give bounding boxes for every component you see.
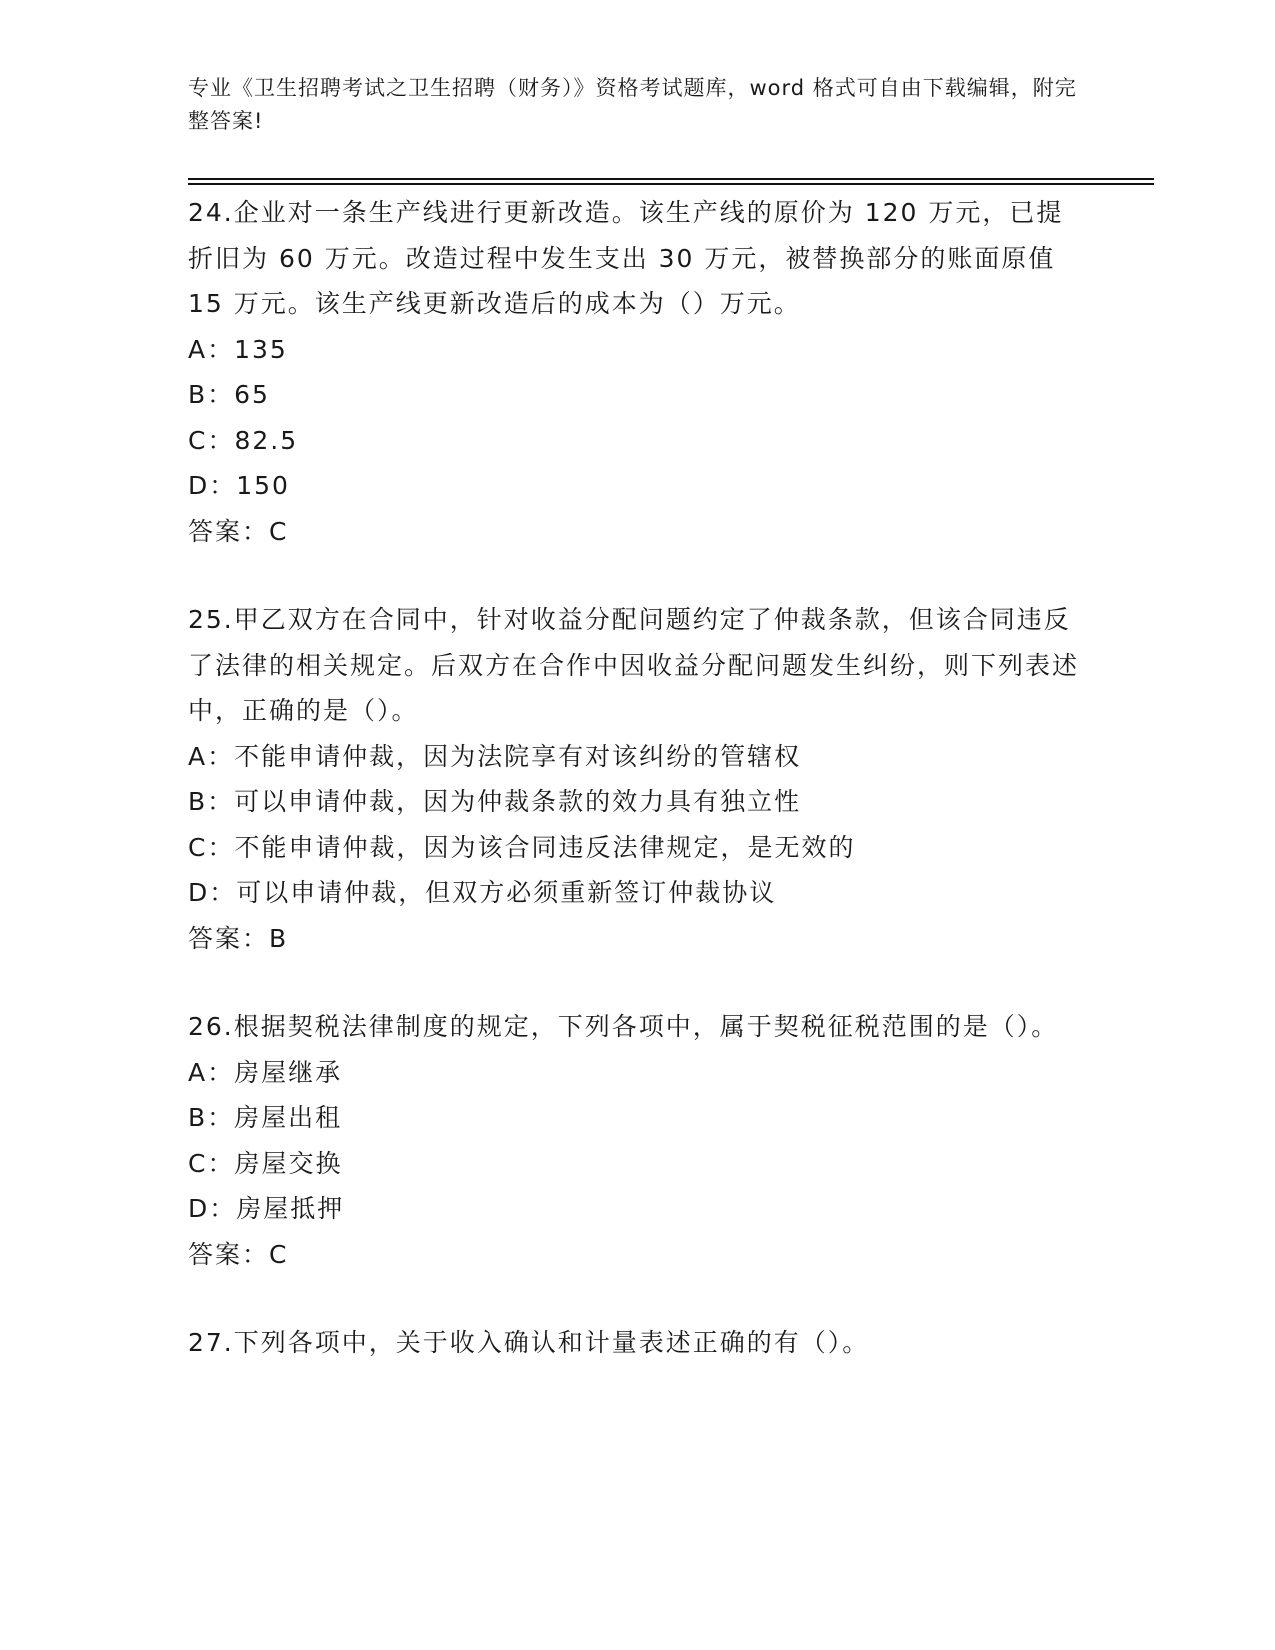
option-a: A：房屋继承 bbox=[188, 1057, 343, 1087]
question-stem: 25.甲乙双方在合同中，针对收益分配问题约定了仲裁条款，但该合同违反了法律的相关规定。后双方在合作中因收益分配问题发生纠纷，则下列表述中，正确的是（）。 bbox=[188, 605, 1080, 725]
option-c: C：不能申请仲裁，因为该合同违反法律规定，是无效的 bbox=[188, 832, 856, 862]
question-list bbox=[188, 190, 1088, 1409]
option-b: B：房屋出租 bbox=[188, 1103, 343, 1132]
answer-line: 答案：B bbox=[188, 923, 289, 953]
header-divider-top bbox=[188, 178, 1154, 180]
option-a: A：135 bbox=[188, 334, 288, 364]
option-c: C：房屋交换 bbox=[188, 1148, 343, 1178]
question-26 bbox=[188, 1004, 1088, 1277]
answer-line: 答案：C bbox=[188, 1239, 289, 1269]
option-c: C：82.5 bbox=[188, 425, 299, 455]
option-b: B：可以申请仲裁，因为仲裁条款的效力具有独立性 bbox=[188, 787, 802, 816]
document-header: 专业《卫生招聘考试之卫生招聘（财务）》资格考试题库，word 格式可自由下载编辑，附完整答案! bbox=[188, 76, 1077, 133]
option-d: D：150 bbox=[188, 471, 290, 500]
option-a: A：不能申请仲裁，因为法院享有对该纠纷的管辖权 bbox=[188, 741, 802, 771]
question-stem: 27.下列各项中，关于收入确认和计量表述正确的有（）。 bbox=[188, 1328, 870, 1357]
question-stem: 26.根据契税法律制度的规定，下列各项中，属于契税征税范围的是（）。 bbox=[188, 1012, 1059, 1041]
question-27 bbox=[188, 1320, 1088, 1366]
header-divider-bottom bbox=[188, 183, 1154, 185]
option-d: D：可以申请仲裁，但双方必须重新签订仲裁协议 bbox=[188, 878, 777, 907]
option-b: B：65 bbox=[188, 380, 270, 409]
question-24 bbox=[188, 190, 1088, 554]
answer-line: 答案：C bbox=[188, 516, 289, 546]
option-d: D：房屋抵押 bbox=[188, 1194, 345, 1223]
question-stem: 24.企业对一条生产线进行更新改造。该生产线的原价为 120 万元，已提折旧为 60 万元。改造过程中发生支出 30 万元，被替换部分的账面原值 15 万元。该生产线更新改造后的成本为（）万元。 bbox=[188, 198, 1064, 318]
question-25 bbox=[188, 597, 1088, 961]
